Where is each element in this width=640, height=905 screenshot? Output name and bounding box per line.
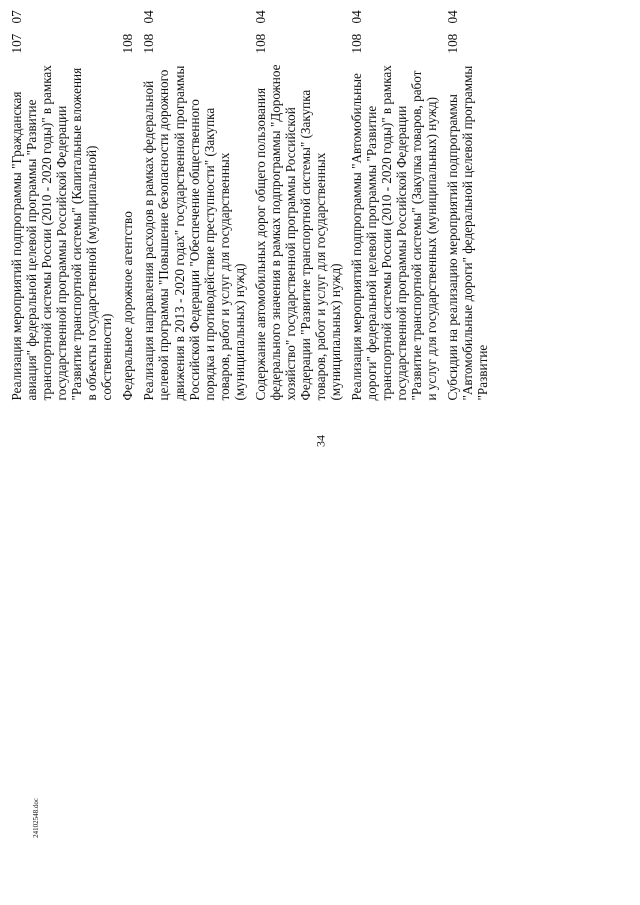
rotated-table-area	[0, 0, 491, 406]
budget-table	[0, 0, 493, 406]
row-name: Реализация мероприятий подпрограммы "Автомобильные дороги" федеральной целевой программы "Развитие транспортной системы России (2010 - 2020 годы)" в рамках государственной программы Российской Федерации "Развитие транспортной системы" (Закупка товаров, работ и услуг для государственных (муниципальных) нужд)	[349, 65, 440, 401]
row-min: 107	[9, 33, 25, 54]
row-min: 108	[141, 33, 157, 54]
table-row	[442, 0, 493, 406]
row-pr	[117, 0, 138, 4]
row-name: Федеральное дорожное агентство	[120, 211, 136, 401]
row-min: 108	[349, 33, 365, 54]
row-pr	[250, 0, 346, 4]
row-min: 108	[252, 33, 268, 54]
row-rz: 04	[349, 10, 365, 24]
row-name: Реализация направления расходов в рамках федеральной целевой программы "Повышение безопасности дорожного движения в 2013 - 2020 годах" государственной программы Российской Федерации "Обеспечение общественного порядка и противодействие преступности" (Закупка товаров, работ и услуг для государственных (муниципальных) нужд)	[141, 65, 247, 401]
row-min: 108	[445, 33, 461, 54]
row-pr	[138, 0, 249, 4]
table-row	[117, 0, 138, 406]
table-body	[0, 0, 493, 406]
row-name: Содержание автомобильных дорог общего пользования федерального значения в рамках подпрограммы "Дорожное хозяйство" государственной программы Российской Федерации "Развитие транспортной системы" (Закупка товаров, работ и услуг для государственных (муниципальных) нужд)	[252, 64, 343, 401]
row-rz: 07	[9, 10, 25, 24]
row-pr	[442, 0, 493, 4]
table-row	[138, 0, 249, 406]
row-rz: 04	[252, 10, 268, 24]
row-rz: 04	[141, 10, 157, 24]
table-row	[250, 0, 346, 406]
row-rz	[117, 4, 138, 30]
row-rz: 04	[445, 10, 461, 24]
row-min: 108	[120, 33, 136, 54]
document-footer-note: 24102548.doc	[32, 798, 40, 838]
table-row	[346, 0, 442, 406]
table-row	[6, 0, 117, 406]
row-name: Субсидии на реализацию мероприятий подпрограммы "Автомобильные дороги" федеральной целевой программы "Развитие	[445, 65, 491, 401]
row-name: Реализация мероприятий подпрограммы "Гражданская авиация" федеральной целевой программы "Развитие транспортной системы России (2010 - 2020 годы)" в рамках государственной программы Российской Федерации "Развитие транспортной системы" (Капитальные вложения в объекты государственной (муниципальной) собственности)	[9, 65, 115, 401]
row-pr	[346, 0, 442, 4]
row-pr	[6, 0, 117, 4]
page-number: 34	[313, 435, 328, 447]
